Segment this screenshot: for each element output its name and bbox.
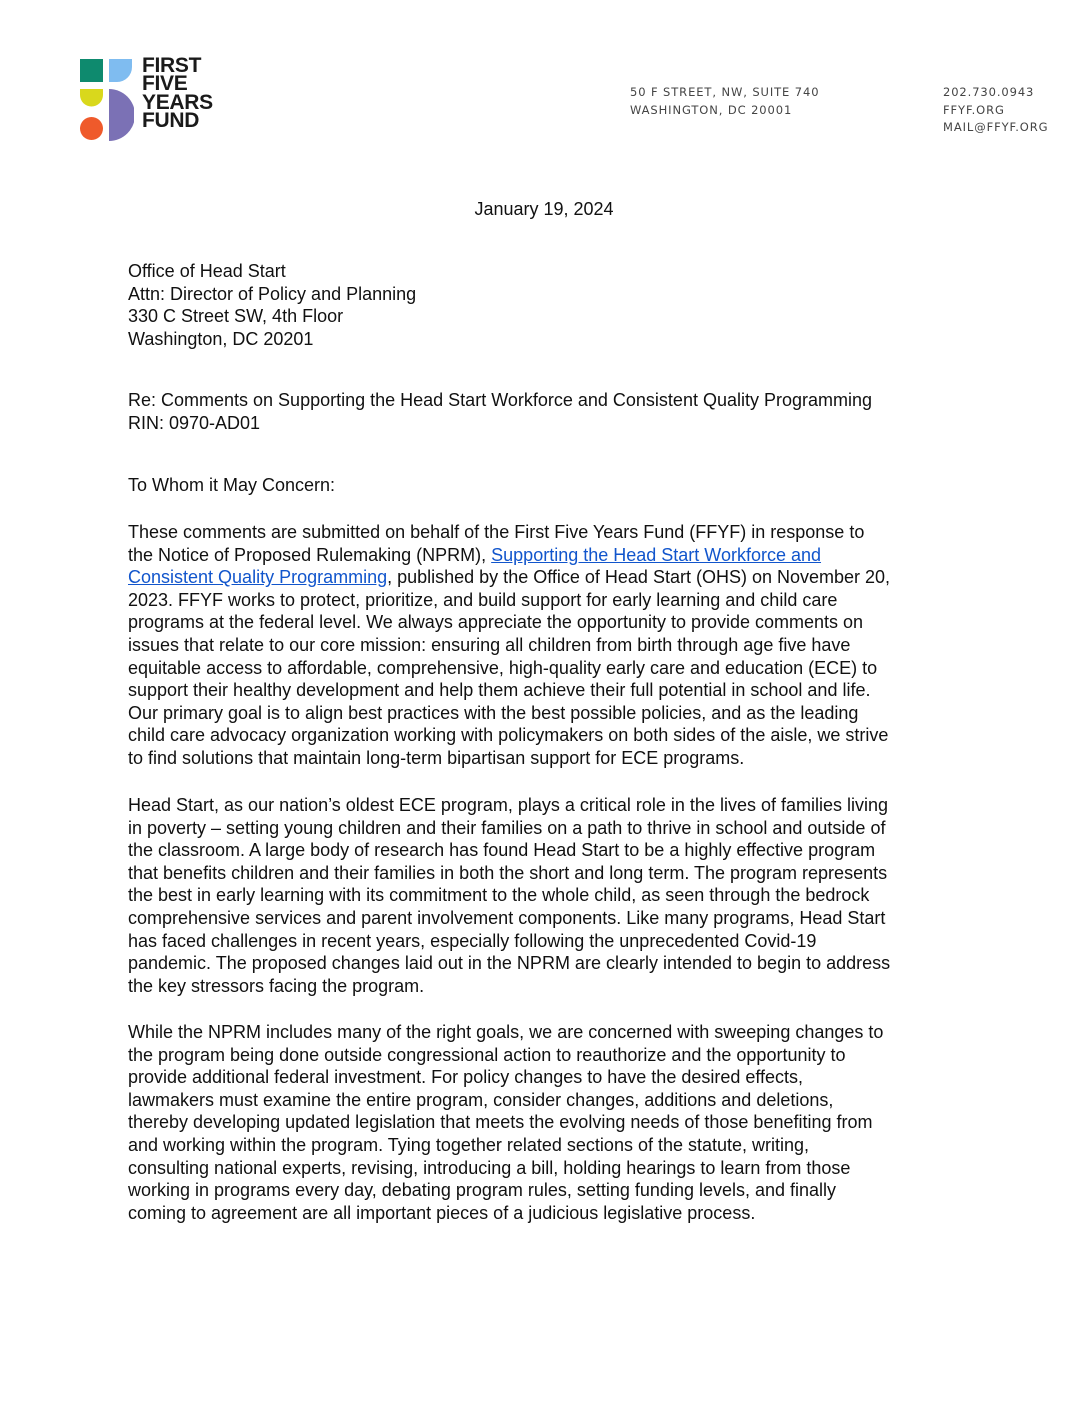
logo-line: FIRST	[142, 54, 202, 77]
address-line: 50 F STREET, NW, SUITE 740	[630, 85, 820, 99]
rin-text: RIN: 0970-AD01	[128, 412, 261, 433]
letter-date: January 19, 2024	[474, 199, 614, 219]
paragraph-line: and working within the program. Tying together related sections of the statute, writing,	[128, 1134, 810, 1155]
paragraph-line: issues that relate to our core mission: ensuring all children from birth through age five have	[128, 634, 851, 655]
letterhead-contact	[943, 84, 1048, 137]
orange-circle-shape	[80, 117, 103, 140]
paragraph-line: Our primary goal is to align best practices with the best possible policies, and as the leading	[128, 702, 859, 723]
recipient-line: Washington, DC 20201	[128, 328, 314, 349]
paragraph-line: thereby developing updated legislation that meets the evolving needs of those benefiting from	[128, 1112, 873, 1133]
paragraph-line: comprehensive services and parent involvement components. Like many programs, Head Start	[128, 907, 886, 928]
paragraph-line: the program being done outside congressional action to reauthorize and the opportunity to	[128, 1044, 846, 1065]
paragraph-line: While the NPRM includes many of the right goals, we are concerned with sweeping changes to	[128, 1022, 884, 1042]
paragraph-line: the key stressors facing the program.	[128, 975, 425, 996]
paragraph-line: has faced challenges in recent years, especially following the unprecedented Covid-19	[128, 930, 817, 951]
paragraph-line: the classroom. A large body of research has found Head Start to be a highly effective program	[128, 840, 876, 861]
paragraph-line	[128, 544, 978, 567]
paragraph-line: the best in early learning with its commitment to the whole child, as seen through the bedrock	[128, 885, 870, 906]
email-address: MAIL@FFYF.ORG	[943, 120, 1049, 134]
website: FFYF.ORG	[943, 102, 1005, 117]
paragraph-line: to find solutions that maintain long-term bipartisan support for ECE programs.	[128, 747, 745, 768]
paragraph-line: pandemic. The proposed changes laid out in the NPRM are clearly intended to begin to address	[128, 953, 891, 974]
paragraph-line: consulting national experts, revising, introducing a bill, holding hearings to learn from those	[128, 1157, 851, 1178]
nprm-link[interactable]: Supporting the Head Start Workforce and	[491, 544, 822, 565]
logo-line: YEARS	[142, 90, 213, 114]
salutation: To Whom it May Concern:	[128, 475, 336, 495]
recipient-line: Attn: Director of Policy and Planning	[128, 283, 417, 304]
paragraph-line: 2023. FFYF works to protect, prioritize, and build support for early learning and child care	[128, 589, 838, 610]
letterhead-address	[630, 84, 819, 119]
paragraph-text: , published by the Office of Head Start (OHS) on November 20,	[387, 567, 891, 588]
paragraph-2	[128, 794, 978, 997]
nprm-link[interactable]: Consistent Quality Programming	[128, 567, 388, 588]
paragraph-3	[128, 1021, 978, 1224]
recipient-address	[128, 260, 978, 350]
paragraph-line: programs at the federal level. We always appreciate the opportunity to provide comments on	[128, 612, 864, 633]
paragraph-line: These comments are submitted on behalf of the First Five Years Fund (FFYF) in response to	[128, 522, 865, 542]
paragraph-line: Head Start, as our nation’s oldest ECE program, plays a critical role in the lives of families living	[128, 795, 889, 815]
paragraph-line: lawmakers must examine the entire program, consider changes, additions and deletions,	[128, 1089, 834, 1110]
ffyf-logo-mark-icon	[80, 57, 134, 141]
phone-number: 202.730.0943	[943, 85, 1035, 99]
logo-line: FIVE	[142, 72, 188, 96]
recipient-line: Office of Head Start	[128, 261, 286, 281]
address-line: WASHINGTON, DC 20001	[630, 102, 793, 117]
purple-half-circle-shape	[109, 89, 134, 141]
light-blue-leaf-shape	[109, 59, 132, 82]
yellow-half-shape	[80, 89, 103, 107]
paragraph-line: coming to agreement are all important pieces of a judicious legislative process.	[128, 1202, 756, 1223]
paragraph-line: equitable access to affordable, comprehensive, high-quality early care and education (ECE) to	[128, 657, 878, 678]
ffyf-logo	[80, 54, 230, 141]
paragraph-line: in poverty – setting young children and their families on a path to thrive in school and outside of	[128, 817, 886, 838]
subject-text: Re: Comments on Supporting the Head Start Workforce and Consistent Quality Programming	[128, 390, 873, 410]
paragraph-line: working in programs every day, debating program rules, setting funding levels, and finally	[128, 1180, 837, 1201]
paragraph-line: provide additional federal investment. For policy changes to have the desired effects,	[128, 1067, 804, 1088]
paragraph-line	[128, 566, 978, 589]
subject-line	[128, 389, 978, 434]
teal-square-shape	[80, 59, 103, 82]
logo-wordmark	[142, 54, 213, 133]
paragraph-line: that benefits children and their families in both the short and long term. The program represents	[128, 862, 888, 883]
paragraph-1	[128, 521, 978, 770]
paragraph-line: child care advocacy organization working with policymakers on both sides of the aisle, we strive	[128, 725, 889, 746]
recipient-line: 330 C Street SW, 4th Floor	[128, 306, 344, 327]
logo-line: FUND	[142, 109, 200, 133]
paragraph-line: support their healthy development and help them achieve their full potential in school and life.	[128, 680, 871, 701]
paragraph-text: the Notice of Proposed Rulemaking (NPRM),	[128, 544, 492, 565]
